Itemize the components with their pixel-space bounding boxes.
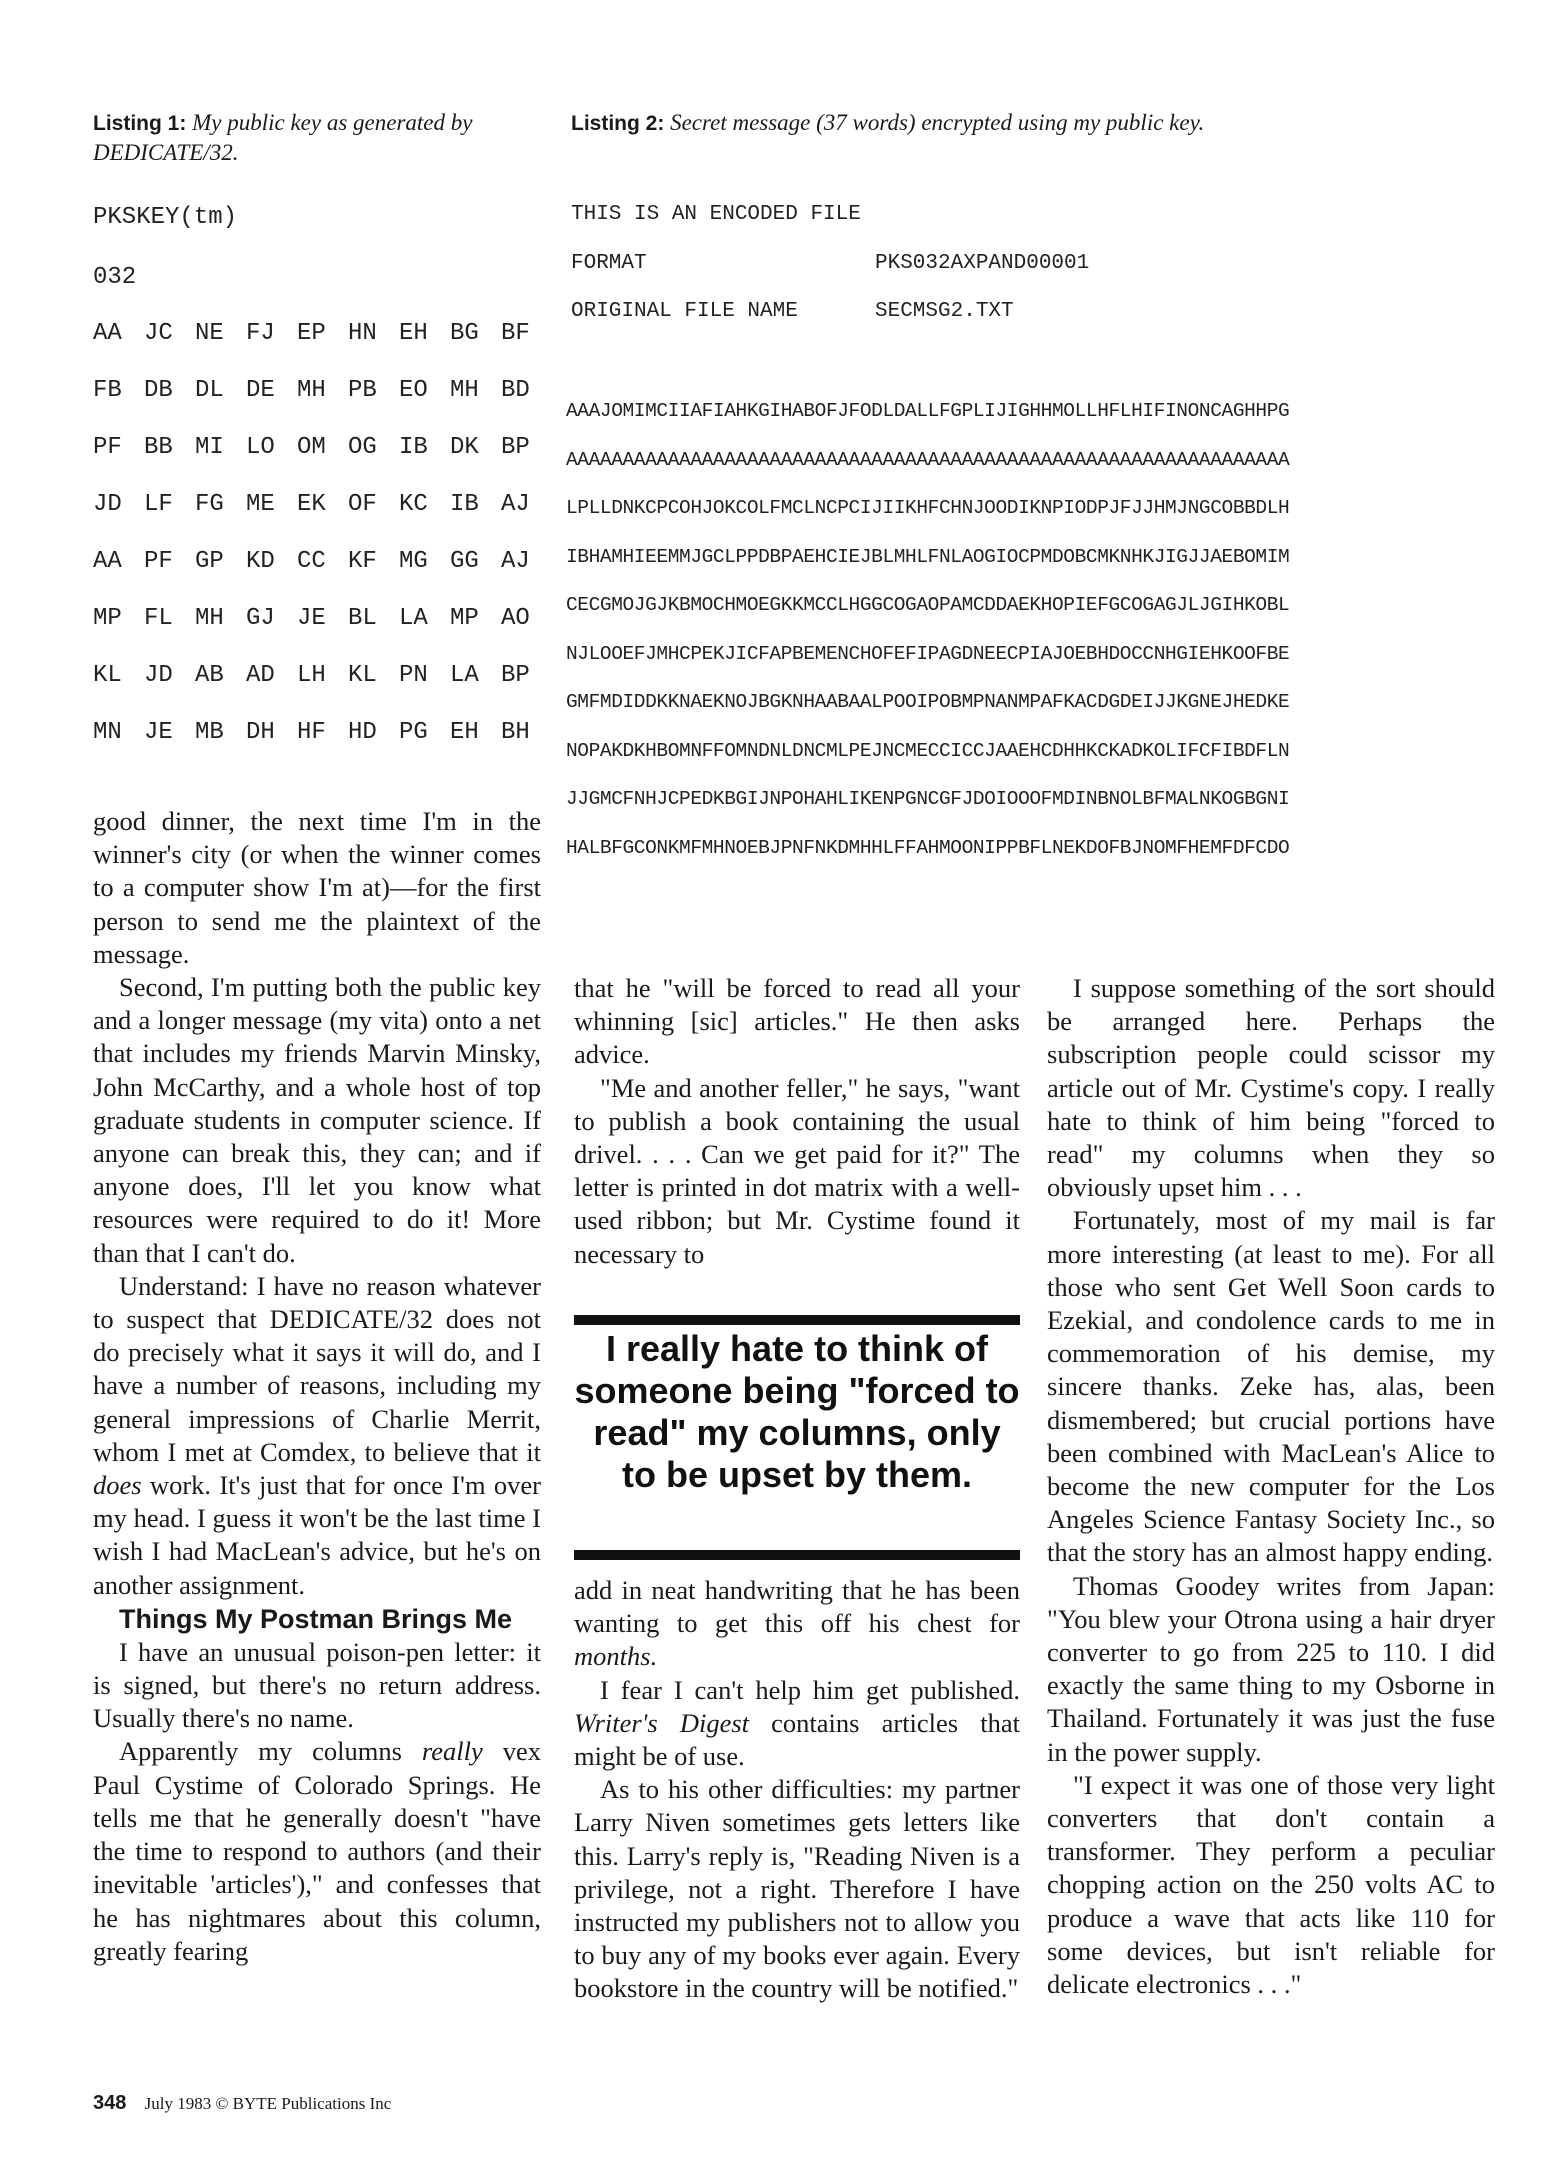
key-cell: GJ xyxy=(246,605,275,632)
key-cell: JC xyxy=(144,320,173,347)
key-cell: KL xyxy=(348,662,377,689)
key-cell: BL xyxy=(348,605,377,632)
key-cell: KC xyxy=(399,491,428,518)
column-2-top xyxy=(574,972,1020,1271)
key-cell: LA xyxy=(450,662,479,689)
listing2-header: THIS IS AN ENCODED FILE xyxy=(571,203,861,226)
key-cell: JE xyxy=(297,605,326,632)
key-cell: LO xyxy=(246,434,275,461)
key-cell: FG xyxy=(195,491,224,518)
key-cell: EK xyxy=(297,491,326,518)
key-cell: BF xyxy=(501,320,530,347)
key-cell: FL xyxy=(144,605,173,632)
listing1-number: 032 xyxy=(93,264,137,291)
key-cell: KL xyxy=(93,662,122,689)
key-cell: DL xyxy=(195,377,224,404)
paragraph: add in neat handwriting that he has been wanting to get this off his chest for months. xyxy=(574,1575,1020,1672)
key-cell: FJ xyxy=(246,320,275,347)
pullquote: I really hate to think of someone being "forced to read" my columns, only to be upset by them. xyxy=(574,1328,1020,1495)
key-row xyxy=(93,662,552,689)
key-cell: GG xyxy=(450,548,479,575)
key-cell: HD xyxy=(348,719,377,746)
paragraph: good dinner, the next time I'm in the winner's city (or when the winner comes to a computer show I'm at)—for the first person to send me the plaintext of the message. xyxy=(93,806,541,969)
paragraph: I have an unusual poison-pen letter: it is signed, but there's no return address. Usually there's no name. xyxy=(93,1636,541,1734)
key-cell: LF xyxy=(144,491,173,518)
key-cell: MB xyxy=(195,719,224,746)
listing2-filename-label: ORIGINAL FILE NAME xyxy=(571,300,798,323)
key-cell: PN xyxy=(399,662,428,689)
encrypted-line: CECGMOJGJKBMOCHMOEGKKMCCLHGGCOGAOPAMCDDAEKHOPIEFGCOGAGJLJGIHKOBL xyxy=(566,594,1290,616)
encrypted-line: IBHAMHIEEMMJGCLPPDBPAEHCIEJBLMHLFNLAOGIOCPMDOBCMKNHKJIGJJAEBOMIM xyxy=(566,545,1290,568)
key-cell: MH xyxy=(297,377,326,404)
key-cell: PF xyxy=(144,548,173,575)
key-cell: HN xyxy=(348,320,377,347)
key-cell: JD xyxy=(93,491,122,518)
paragraph: I suppose something of the sort should be arranged here. Perhaps the subscription people could scissor my article out of Mr. Cystime's copy. I really hate to think of him being "forced to read" my columns when they so obviously upset him . . . xyxy=(1047,973,1495,1203)
key-cell: JD xyxy=(144,662,173,689)
key-cell: AB xyxy=(195,662,224,689)
key-cell: OG xyxy=(348,434,377,461)
key-cell: IB xyxy=(450,491,479,518)
key-cell: GP xyxy=(195,548,224,575)
key-cell: EO xyxy=(399,377,428,404)
paragraph: Apparently my columns really vex Paul Cystime of Colorado Springs. He tells me that he generally doesn't "have the time to respond to authors (and their inevitable 'articles')," and confesses that he has nightmares about this column, greatly fearing xyxy=(93,1736,542,1966)
key-cell: IB xyxy=(399,434,428,461)
key-cell: AJ xyxy=(501,548,530,575)
listing2-caption-text: Secret message (37 words) encrypted using my public key. xyxy=(670,110,1205,135)
paragraph: "Me and another feller," he says, "want to publish a book containing the usual drivel. . . . Can we get paid for it?" The letter is printed in dot matrix with a well-used ribbon; but Mr. Cystime found it necessary to xyxy=(574,1072,1020,1269)
paragraph: Second, I'm putting both the public key and a longer message (my vita) onto a net that includes my friends Marvin Minsky, John McCarthy, and a whole host of top graduate students in computer science. If anyone can break this, they can; and if anyone does, I'll let you know what resources were required to do it! More than that I can't do. xyxy=(93,972,541,1268)
encrypted-line: LPLLDNKCPCOHJOKCOLFMCLNCPCIJIIKHFCHNJOODIKNPIODPJFJJHMJNGCOBBDLH xyxy=(566,497,1290,519)
key-cell: KF xyxy=(348,548,377,575)
key-cell: FB xyxy=(93,377,122,404)
pullquote-bottom-rule xyxy=(574,1550,1020,1560)
key-cell: MI xyxy=(195,434,224,461)
key-row xyxy=(93,377,552,404)
key-cell: JE xyxy=(144,719,173,746)
key-cell: EH xyxy=(450,719,479,746)
key-cell: ME xyxy=(246,491,275,518)
encrypted-line: AAAJOMIMCIIAFIAHKGIHABOFJFODLDALLFGPLIJIGHHMOLLHFLHIFINONCAGHHPG xyxy=(566,400,1290,422)
key-cell: AA xyxy=(93,548,122,575)
key-cell: BD xyxy=(501,377,530,404)
key-cell: PG xyxy=(399,719,428,746)
key-row xyxy=(93,605,552,632)
key-cell: AJ xyxy=(501,491,530,518)
footer-text: July 1983 © BYTE Publications Inc xyxy=(144,2094,392,2113)
key-cell: EH xyxy=(399,320,428,347)
paragraph: Fortunately, most of my mail is far more interesting (at least to me). For all those who sent Get Well Soon cards to Ezekial, and condolence cards to me in commemoration of his demise, my sincere thanks. Zeke has, alas, been dismembered; but crucial portions have been combined with MacLean's Alice to become the new computer for the Los Angeles Science Fantasy Society Inc., so that the story has an almost happy ending. xyxy=(1047,1205,1495,1568)
column-2-bottom xyxy=(574,1574,1020,2006)
listing1-caption-text: My public key as generated by DEDICATE/32. xyxy=(93,110,473,165)
key-cell: NE xyxy=(195,320,224,347)
page-footer xyxy=(93,2092,391,2115)
column-3 xyxy=(1047,972,1495,2001)
encrypted-line: HALBFGCONKMFMHNOEBJPNFNKDMHHLFFAHMOONIPPBFLNEKDOFBJNOMFHEMFDFCDO xyxy=(566,836,1290,859)
key-cell: MP xyxy=(450,605,479,632)
key-cell: MG xyxy=(399,548,428,575)
page-number: 348 xyxy=(93,2092,127,2114)
listing1-title: PKSKEY(tm) xyxy=(93,204,238,231)
key-cell: DK xyxy=(450,434,479,461)
encrypted-line: NJLOOEFJMHCPEKJICFAPBEMENCHOFEFIPAGDNEECPIAJOEBHDOCCNHGIEHKOOFBE xyxy=(566,642,1290,665)
key-cell: CC xyxy=(297,548,326,575)
key-cell: BB xyxy=(144,434,173,461)
key-cell: AD xyxy=(246,662,275,689)
key-cell: HF xyxy=(297,719,326,746)
listing1-label: Listing 1: xyxy=(93,112,187,135)
key-cell: DB xyxy=(144,377,173,404)
paragraph: I fear I can't help him get published. Writer's Digest contains articles that might be of use. xyxy=(574,1674,1020,1772)
encrypted-line: GMFMDIDDKKNAEKNOJBGKNHAABAALPOOIPOBMPNANMPAFKACDGDEIJJKGNEJHEDKE xyxy=(566,691,1290,713)
encrypted-line: NOPAKDKHBOMNFFOMNDNLDNCMLPEJNCMECCICCJAAEHCDHHKCKADKOLIFCFIBDFLN xyxy=(566,739,1290,762)
key-row xyxy=(93,320,552,347)
key-row xyxy=(93,491,552,518)
key-cell: PB xyxy=(348,377,377,404)
key-cell: BP xyxy=(501,662,530,689)
listing2-label: Listing 2: xyxy=(571,112,665,135)
key-row xyxy=(93,548,552,575)
key-cell: KD xyxy=(246,548,275,575)
key-cell: DE xyxy=(246,377,275,404)
listing2-format-label: FORMAT xyxy=(571,252,647,275)
key-cell: BH xyxy=(501,719,530,746)
key-cell: LH xyxy=(297,662,326,689)
key-cell: MH xyxy=(195,605,224,632)
key-cell: BP xyxy=(501,434,530,461)
paragraph: "I expect it was one of those very light converters that don't contain a transformer. They perform a peculiar chopping action on the 250 volts AC to produce a wave that acts like 110 for some devices, but isn't reliable for delicate electronics . . ." xyxy=(1047,1769,1495,2000)
listing2-filename-value: SECMSG2.TXT xyxy=(875,300,1014,323)
key-row xyxy=(93,719,552,746)
key-row xyxy=(93,434,552,461)
listing2-format-value: PKS032AXPAND00001 xyxy=(875,252,1090,275)
column-1 xyxy=(93,805,541,1968)
section-heading: Things My Postman Brings Me xyxy=(119,1603,513,1634)
paragraph: Thomas Goodey writes from Japan: "You blew your Otrona using a hair dryer converter to go from 225 to 110. I did exactly the same thing to my Osborne in Thailand. Fortunately it was just the fuse in the power supply. xyxy=(1047,1570,1495,1767)
paragraph: that he "will be forced to read all your whinning [sic] articles." He then asks advice. xyxy=(574,973,1020,1070)
key-cell: DH xyxy=(246,719,275,746)
encrypted-line: AAAAAAAAAAAAAAAAAAAAAAAAAAAAAAAAAAAAAAAAAAAAAAAAAAAAAAAAAAAAAAAA xyxy=(566,448,1290,471)
key-cell: BG xyxy=(450,320,479,347)
listing2-caption xyxy=(571,108,1511,138)
key-cell: PF xyxy=(93,434,122,461)
key-cell: MP xyxy=(93,605,122,632)
key-cell: OM xyxy=(297,434,326,461)
paragraph: As to his other difficulties: my partner Larry Niven sometimes gets letters like this. Larry's reply is, "Reading Niven is a privilege, not a right. Therefore I have instructed my publishers not to allow you to buy any of my books ever again. Every bookstore in the country will be notified." xyxy=(574,1774,1020,2004)
listing1-caption xyxy=(93,108,543,167)
encrypted-line: JJGMCFNHJCPEDKBGIJNPOHAHLIKENPGNCGFJDOIOOOFMDINBNOLBFMALNKOGBGNI xyxy=(566,788,1290,810)
key-cell: OF xyxy=(348,491,377,518)
paragraph: Understand: I have no reason whatever to suspect that DEDICATE/32 does not do precisely what it says it will do, and I have a number of reasons, including my general impressions of Charlie Merrit, whom I met at Comdex, to believe that it does work. It's just that for once I'm over my head. I guess it won't be the last time I wish I had MacLean's advice, but he's on another assignment. xyxy=(93,1270,541,1600)
pullquote-top-rule xyxy=(574,1315,1020,1325)
key-cell: MH xyxy=(450,377,479,404)
key-cell: AA xyxy=(93,320,122,347)
key-cell: LA xyxy=(399,605,428,632)
key-cell: AO xyxy=(501,605,530,632)
key-cell: EP xyxy=(297,320,326,347)
key-cell: MN xyxy=(93,719,122,746)
